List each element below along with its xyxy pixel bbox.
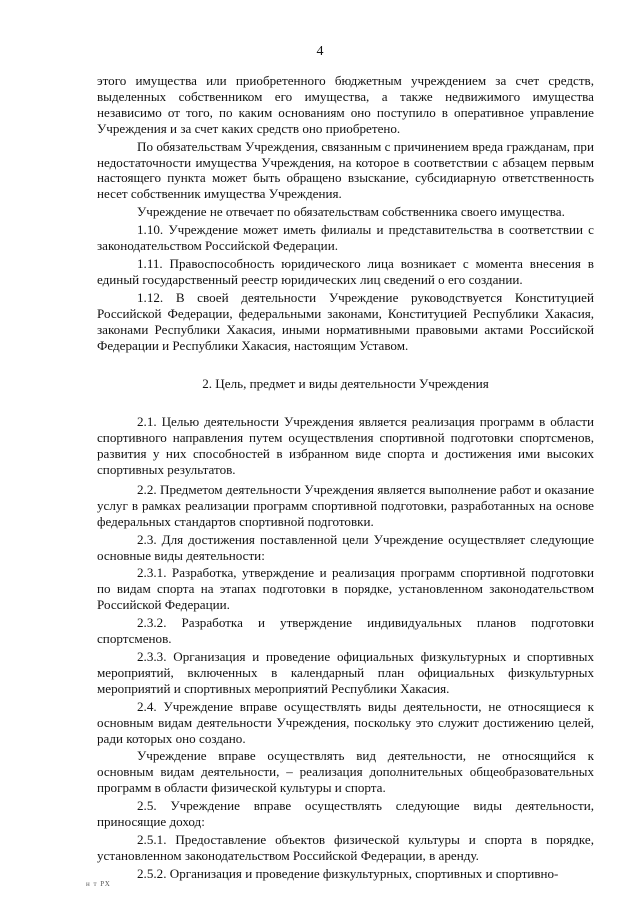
- paragraph: Учреждение вправе осуществлять вид деятельности, не относящийся к основным видам деятельности, – реализация дополнительных общеобразовательных программ в области физической культуры и спорта.: [97, 748, 594, 796]
- paragraph: По обязательствам Учреждения, связанным с причинением вреда гражданам, при недостаточности имущества Учреждения, на которое в соответствии с абзацем первым настоящего пункта может быть обращено взыскание, субсидиарную ответственность несет собственник имущества Учреждения.: [97, 138, 594, 202]
- paragraph-clause-2-5: 2.5. Учреждение вправе осуществлять следующие виды деятельности, приносящие доход:: [97, 798, 594, 830]
- paragraph-clause-2-3-3: 2.3.3. Организация и проведение официальных физкультурных и спортивных мероприятий, включенных в календарный план официальных физкультурных мероприятий и спортивных мероприятий Республики Хакасия.: [97, 649, 594, 696]
- paragraph-clause-1-12: 1.12. В своей деятельности Учреждение руководствуется Конституцией Российской Федерации, федеральными законами, Конституцией Республики Хакасия, законами Республики Хакасия, иными нормативными правовыми актами Российской Федерации и Республики Хакасия, настоящим Уставом.: [97, 289, 594, 353]
- paragraph-clause-2-3: 2.3. Для достижения поставленной цели Учреждение осуществляет следующие основные виды деятельности:: [97, 531, 594, 563]
- document-body: [97, 73, 594, 882]
- paragraph: этого имущества или приобретенного бюджетным учреждением за счет средств, выделенных собственником его имущества, а также недвижимого имущества независимо от того, по каким основаниям оно поступило в оперативное управление Учреждения и за счет каких средств оно приобретено.: [97, 73, 594, 136]
- paragraph-clause-2-5-1: 2.5.1. Предоставление объектов физической культуры и спорта в порядке, установленном законодательством Российской Федерации, в аренду.: [97, 831, 594, 863]
- paragraph-clause-2-3-1: 2.3.1. Разработка, утверждение и реализация программ спортивной подготовки по видам спорта на этапах подготовки в порядке, установленном законодательством Российской Федерации.: [97, 565, 594, 613]
- paragraph-clause-2-2: 2.2. Предметом деятельности Учреждения является выполнение работ и оказание услуг в рамках реализации программ спортивной подготовки, разработанных на основе федеральных стандартов спортивной подготовки.: [97, 481, 594, 529]
- paragraph-clause-2-5-2: 2.5.2. Организация и проведение физкультурных, спортивных и спортивно-: [137, 865, 559, 881]
- paragraph-clause-2-3-2: 2.3.2. Разработка и утверждение индивидуальных планов подготовки спортсменов.: [97, 615, 594, 647]
- footer-mark: н т РХ: [86, 880, 111, 888]
- paragraph-clause-2-4: 2.4. Учреждение вправе осуществлять виды деятельности, не относящиеся к основным видам деятельности Учреждения, поскольку это служит достижению целей, ради которых оно создано.: [97, 698, 594, 746]
- paragraph-clause-1-11: 1.11. Правоспособность юридического лица возникает с момента внесения в единый государственный реестр юридических лиц сведений о его создании.: [97, 255, 594, 287]
- section-heading: 2. Цель, предмет и виды деятельности Учреждения: [202, 376, 489, 392]
- paragraph-clause-1-10: 1.10. Учреждение может иметь филиалы и представительства в соответствии с законодательством Российской Федерации.: [97, 222, 594, 254]
- paragraph-clause-2-1: 2.1. Целью деятельности Учреждения является реализация программ в области спортивного направления путем осуществления спортивной подготовки спортсменов, развития у них способностей в избранном виде спорта и достижения ими высоких спортивных результатов.: [97, 414, 594, 478]
- paragraph: Учреждение не отвечает по обязательствам собственника своего имущества.: [137, 204, 565, 220]
- page-number: 4: [316, 44, 324, 59]
